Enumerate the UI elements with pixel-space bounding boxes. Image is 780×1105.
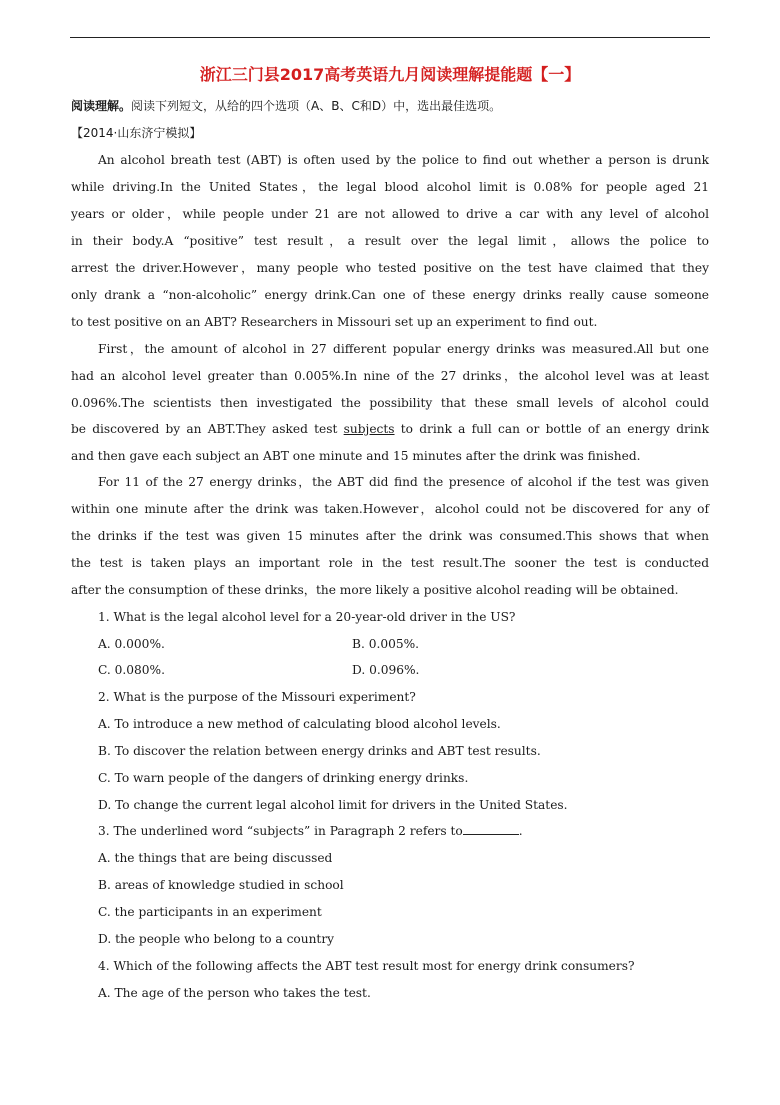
option-a: A. To introduce a new method of calculating blood alcohol levels. (98, 717, 501, 731)
passage-line: An alcohol breath test (ABT) is often used by the police to find out whether a person is drunk (98, 153, 709, 167)
option-b: B. To discover the relation between energy drinks and ABT test results. (98, 744, 541, 758)
passage-line: the drinks if the test was given 15 minutes after the drink was consumed.This shows that when (71, 529, 709, 543)
passage-line: For 11 of the 27 energy drinks，the ABT did find the presence of alcohol if the test was given (98, 475, 709, 489)
question-stem: 4. Which of the following affects the ABT test result most for energy drink consumers? (98, 959, 635, 973)
passage-line: arrest the driver.However，many people who tested positive on the test have claimed that they (71, 261, 709, 275)
option-a: A. 0.000%. (98, 637, 165, 651)
source-tag: 【2014·山东济宁模拟】 (71, 126, 202, 140)
option-d: D. To change the current legal alcohol limit for drivers in the United States. (98, 798, 568, 812)
option-c: C. To warn people of the dangers of drinking energy drinks. (98, 771, 469, 785)
option-d: D. 0.096%. (352, 663, 420, 677)
instructions (71, 98, 501, 114)
passage-line: had an alcohol level greater than 0.005%.In nine of the 27 drinks，the alcohol level was at least (71, 369, 709, 383)
question-text: . (518, 824, 523, 838)
passage-line-with-underline (71, 421, 709, 437)
passage-line: after the consumption of these drinks，the more likely a positive alcohol reading will be obtained. (71, 583, 679, 597)
option-c: C. 0.080%. (98, 663, 165, 677)
instructions-label: 阅读理解。 (71, 99, 132, 113)
option-b: B. areas of knowledge studied in school (98, 878, 344, 892)
option-a: A. The age of the person who takes the test. (98, 986, 371, 1000)
option-row (98, 636, 165, 652)
passage-line: the test is taken plays an important role in the test result.The sooner the test is conducted (71, 556, 709, 570)
passage-line: to test positive on an ABT? Researchers in Missouri set up an experiment to find out. (71, 315, 598, 329)
answer-blank (463, 823, 519, 835)
passage-line: First，the amount of alcohol in 27 different popular energy drinks was measured.All but one (98, 342, 709, 356)
passage-line: only drank a “non-alcoholic” energy drink.Can one of these energy drinks really cause someone (71, 288, 709, 302)
question-stem (98, 823, 523, 839)
passage-line: within one minute after the drink was taken.However，alcohol could not be discovered for any of (71, 502, 709, 516)
passage-line: in their body.A “positive” test result，a result over the legal limit，allows the police to (71, 234, 709, 248)
underlined-word: subjects (343, 422, 395, 436)
question-stem: 2. What is the purpose of the Missouri experiment? (98, 690, 416, 704)
passage-line: and then gave each subject an ABT one minute and 15 minutes after the drink was finished. (71, 449, 641, 463)
passage-text: to drink a full can or bottle of an energy drink (400, 422, 709, 436)
option-d: D. the people who belong to a country (98, 932, 335, 946)
option-c: C. the participants in an experiment (98, 905, 322, 919)
passage-text: be discovered by an ABT.They asked test (71, 422, 338, 436)
passage-line: 0.096%.The scientists then investigated the possibility that these small levels of alcohol could (71, 396, 709, 410)
question-stem: 1. What is the legal alcohol level for a 20-year-old driver in the US? (98, 610, 516, 624)
header-rule (70, 37, 710, 38)
option-b: B. 0.005%. (352, 637, 420, 651)
page-title: 浙江三门县2017高考英语九月阅读理解提能题【一】 (199, 65, 581, 84)
question-text: 3. The underlined word “subjects” in Paragraph 2 refers to (98, 824, 463, 838)
passage-line: years or older，while people under 21 are not allowed to drive a car with any level of alcohol (71, 207, 709, 221)
option-a: A. the things that are being discussed (98, 851, 333, 865)
instructions-text: 阅读下列短文，从给的四个选项（A、B、C和D）中，选出最佳选项。 (131, 99, 502, 113)
passage-line: while driving.In the United States，the legal blood alcohol limit is 0.08% for people aged 21 (71, 180, 709, 194)
